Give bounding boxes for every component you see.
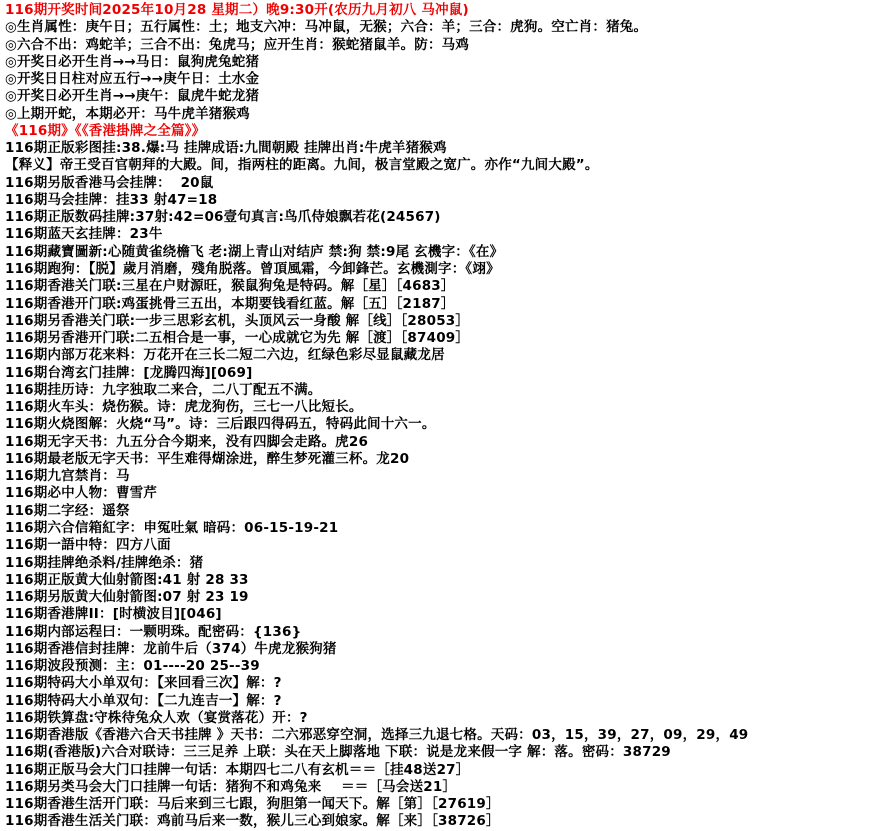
text-line: 116期火烧图解：火烧“马”。诗：三后跟四得码五，特码此间十六一。 (5, 416, 436, 433)
text-line: ◎开奖日必开生肖→→马日：鼠狗虎兔蛇猪 (5, 53, 260, 70)
text-line: 116期必中人物：曹雪芹 (5, 485, 158, 502)
text-line: 116期藏寶圖新:心随黄雀绕檐飞 老:湖上青山对结庐 禁:狗 禁:9尾 玄機字：《在》 (5, 243, 504, 260)
text-line: 116期(香港版)六合对联诗：三三足养 上联：头在天上脚落地 下联：说是龙来假一字 解：落。密码：38729 (5, 744, 671, 761)
text-line: 116期香港关门联:三星在户财源旺，猴鼠狗兔是特码。解［星］［4683］ (5, 278, 455, 295)
text-line: 116期香港开门联:鸡蛋挑骨三五出，本期要钱看红蓝。解［五］［2187］ (5, 295, 455, 312)
text-line: ◎六合不出：鸡蛇羊；三合不出：兔虎马；应开生肖：猴蛇猪鼠羊。防：马鸡 (5, 36, 470, 53)
text-line: 116期正版彩图挂:38.爆:马 挂牌成语:九間朝殿 挂牌出肖:牛虎羊猪猴鸡 (5, 140, 447, 157)
text-line: 116期无字天书：九五分合今期来，没有四脚会走路。虎26 (5, 433, 369, 450)
text-line: 116期另类马会大门口挂牌一句话：猪狗不和鸡兔来 ＝＝［马会送21］ (5, 778, 457, 795)
text-line: 116期香港生活关门联：鸡前马后来一数，猴儿三心到娘家。解［来］［38726］ (5, 813, 500, 830)
text-line: 116期内部万花来料：万花开在三长二短二六边，红绿色彩尽显鼠藏龙居 (5, 347, 445, 364)
text-line: 116期六合信箱紅字：申冤吐氣 暗码：06-15-19-21 (5, 519, 339, 536)
text-line: ◎开奖日必开生肖→→庚午：鼠虎牛蛇龙猪 (5, 88, 260, 105)
text-line: 【释义】帝王受百官朝拜的大殿。间，指两柱的距离。九间，极言堂殿之宽广。亦作“九间大殿”。 (5, 157, 599, 174)
text-line: 116期香港版《香港六合天书挂牌 》天书：二六邪恶穿空洞，选择三九退七格。天码：03，15，39，27，09，29，49 (5, 727, 749, 744)
text-line: 116期铁算盘:守株待兔众人欢（宴赏落花）开：? (5, 709, 308, 726)
text-line: 116期火车头：烧伤猴。诗：虎龙狗伤，三七一八比短长。 (5, 399, 363, 416)
text-line: 116期九宫禁肖：马 (5, 468, 130, 485)
text-line: 116期二字经：遥祭 (5, 502, 130, 519)
heading-line: 116期开奖时间2025年10月28 星期二）晚9:30开(农历九月初八 马冲鼠) (5, 2, 469, 18)
text-line: ◎生肖属性：庚午日；五行属性：土；地支六冲：马冲鼠，无猴；六合：羊；三合：虎狗。空亡肖：猪兔。 (5, 19, 648, 36)
text-line: 116期最老版无字天书：平生难得煳涂进，醉生梦死灌三杯。龙20 (5, 450, 410, 467)
heading-line: 《116期》《《香港掛牌之全篇》》 (5, 122, 206, 139)
text-line: 116期另香港开门联:二五相合是一事，一心成就它为先 解［渡］［87409］ (5, 330, 470, 347)
text-line: 116期挂牌绝杀料/挂牌绝杀：猪 (5, 554, 204, 571)
text-line: 116期正版马会大门口挂牌一句话：本期四七二八有玄机＝＝［挂48送27］ (5, 761, 470, 778)
text-line: 116期跑狗：【脱】歲月消磨，殘角脱落。曾頂風霜，今卸鋒芒。玄機測字：《翊》 (5, 260, 500, 277)
text-line: 116期波段预测：主：01----20 25--39 (5, 658, 260, 675)
text-line: ◎上期开蛇，本期必开：马牛虎羊猪猴鸡 (5, 105, 250, 122)
content-lines (5, 2, 894, 831)
text-line: 116期内部运程曰：一颗明珠。配密码：{136} (5, 623, 302, 640)
text-line: 116期另版黄大仙射箭图:07 射 23 19 (5, 589, 249, 606)
text-line: 116期另香港关门联:一步三思彩玄机，头顶风云一身酸 解［线］［28053］ (5, 312, 470, 329)
text-line: 116期一語中特：四方八面 (5, 537, 171, 554)
text-line: 116期香港生活开门联：马后来到三七跟，狗胆第一闻天下。解［第］［27619］ (5, 796, 500, 813)
text-line: 116期蓝天玄挂牌：23牛 (5, 226, 163, 243)
text-line: 116期另版香港马会挂牌： 20鼠 (5, 174, 214, 191)
text-line: 116期特码大小单双句：【二九连吉一】解：? (5, 692, 282, 709)
text-line: 116期正版数码挂牌:37射:42=06壹句真言:鸟爪侍娘飘若花(24567) (5, 209, 441, 226)
text-line: ◎开奖日日柱对应五行→→庚午日：土水金 (5, 71, 260, 88)
text-line: 116期台湾玄门挂牌：[龙腾四海][069] (5, 364, 253, 381)
text-line: 116期正版黄大仙射箭图:41 射 28 33 (5, 571, 249, 588)
text-line: 116期香港信封挂牌：龙前牛后（374）牛虎龙猴狗猪 (5, 640, 337, 657)
text-line: 116期特码大小单双句：【来回看三次】解：? (5, 675, 282, 692)
text-line: 116期香港牌II：[时横波目][046] (5, 606, 222, 623)
text-line: 116期挂历诗：九字独取二来合，二八丁配五不满。 (5, 381, 322, 398)
text-line: 116期马会挂牌：挂33 射47=18 (5, 191, 218, 208)
